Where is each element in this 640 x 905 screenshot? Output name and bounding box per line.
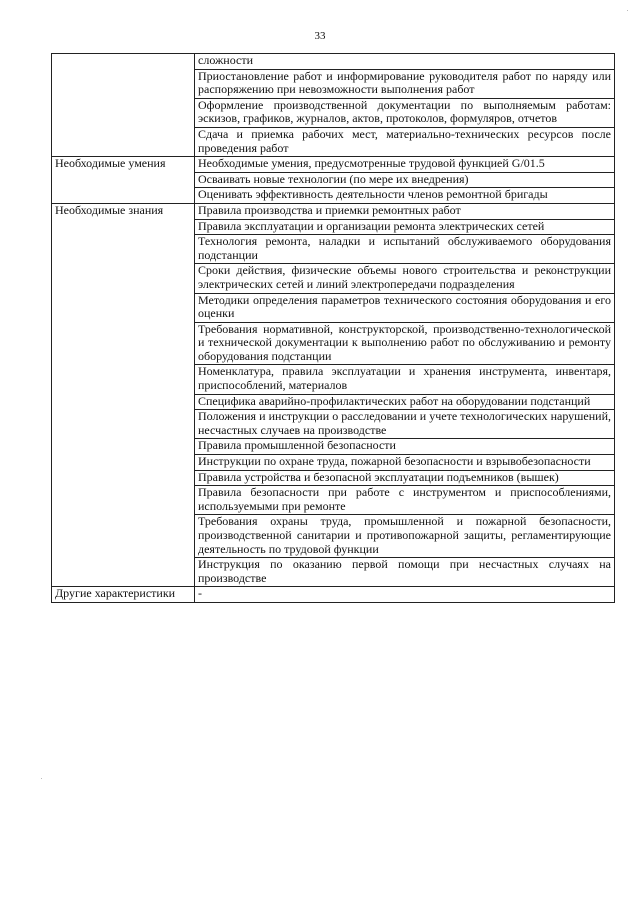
table-cell: Приостановление работ и информирование руководителя работ по наряду или распоряжению при невозможности выполнения работ xyxy=(195,69,615,98)
table-row xyxy=(52,587,615,603)
table-cell: Инструкция по оказанию первой помощи при несчастных случаях на производстве xyxy=(195,558,615,587)
page-number: 33 xyxy=(314,30,326,42)
table-cell: Осваивать новые технологии (по мере их внедрения) xyxy=(195,172,615,188)
row-label-skills: Необходимые умения xyxy=(52,157,195,204)
table-cell: - xyxy=(195,587,615,603)
row-label-other: Другие характеристики xyxy=(52,587,195,603)
table-row xyxy=(52,203,615,219)
table-cell: Технология ремонта, наладки и испытаний обслуживаемого оборудования подстанции xyxy=(195,235,615,264)
table-cell: Положения и инструкции о расследовании и учете технологических нарушений, несчастных случаев на производстве xyxy=(195,410,615,439)
table-cell: Необходимые умения, предусмотренные трудовой функцией G/01.5 xyxy=(195,157,615,173)
table-cell: Оценивать эффективность деятельности членов ремонтной бригады xyxy=(195,188,615,204)
scan-speck xyxy=(627,10,628,11)
table-cell: Требования охраны труда, промышленной и пожарной безопасности, производственной санитарии и противопожарной защиты, регламентирующие деятельность по трудовой функции xyxy=(195,515,615,558)
scan-speck xyxy=(41,778,42,779)
table-row xyxy=(52,157,615,173)
table-cell: Требования нормативной, конструкторской, производственно-технологической и технической документации к выполнению работ по обслуживанию и ремонту оборудования подстанции xyxy=(195,322,615,365)
table-cell: Оформление производственной документации по выполняемым работам: эскизов, графиков, журналов, актов, протоколов, формуляров, отчетов xyxy=(195,98,615,127)
table-cell: Правила устройства и безопасной эксплуатации подъемников (вышек) xyxy=(195,470,615,486)
table-cell: Специфика аварийно-профилактических работ на оборудовании подстанций xyxy=(195,394,615,410)
table-cell: Сроки действия, физические объемы нового строительства и реконструкции электрических сетей и линий электропередачи подразделения xyxy=(195,264,615,293)
table-cell: Методики определения параметров технического состояния оборудования и его оценки xyxy=(195,293,615,322)
table-cell: Сдача и приемка рабочих мест, материально-технических ресурсов после проведения работ xyxy=(195,127,615,156)
table-cell: Правила промышленной безопасности xyxy=(195,439,615,455)
table-cell: Правила производства и приемки ремонтных работ xyxy=(195,203,615,219)
row-label-continued xyxy=(52,54,195,157)
competency-table xyxy=(51,53,615,603)
row-label-knowledge: Необходимые знания xyxy=(52,203,195,586)
table-cell: сложности xyxy=(195,54,615,70)
table-cell: Инструкции по охране труда, пожарной безопасности и взрывобезопасности xyxy=(195,455,615,471)
table-cell: Правила эксплуатации и организации ремонта электрических сетей xyxy=(195,219,615,235)
table-cell: Номенклатура, правила эксплуатации и хранения инструмента, инвентаря, приспособлений, материалов xyxy=(195,365,615,394)
table-row xyxy=(52,54,615,70)
table-cell: Правила безопасности при работе с инструментом и приспособлениями, используемыми при ремонте xyxy=(195,486,615,515)
